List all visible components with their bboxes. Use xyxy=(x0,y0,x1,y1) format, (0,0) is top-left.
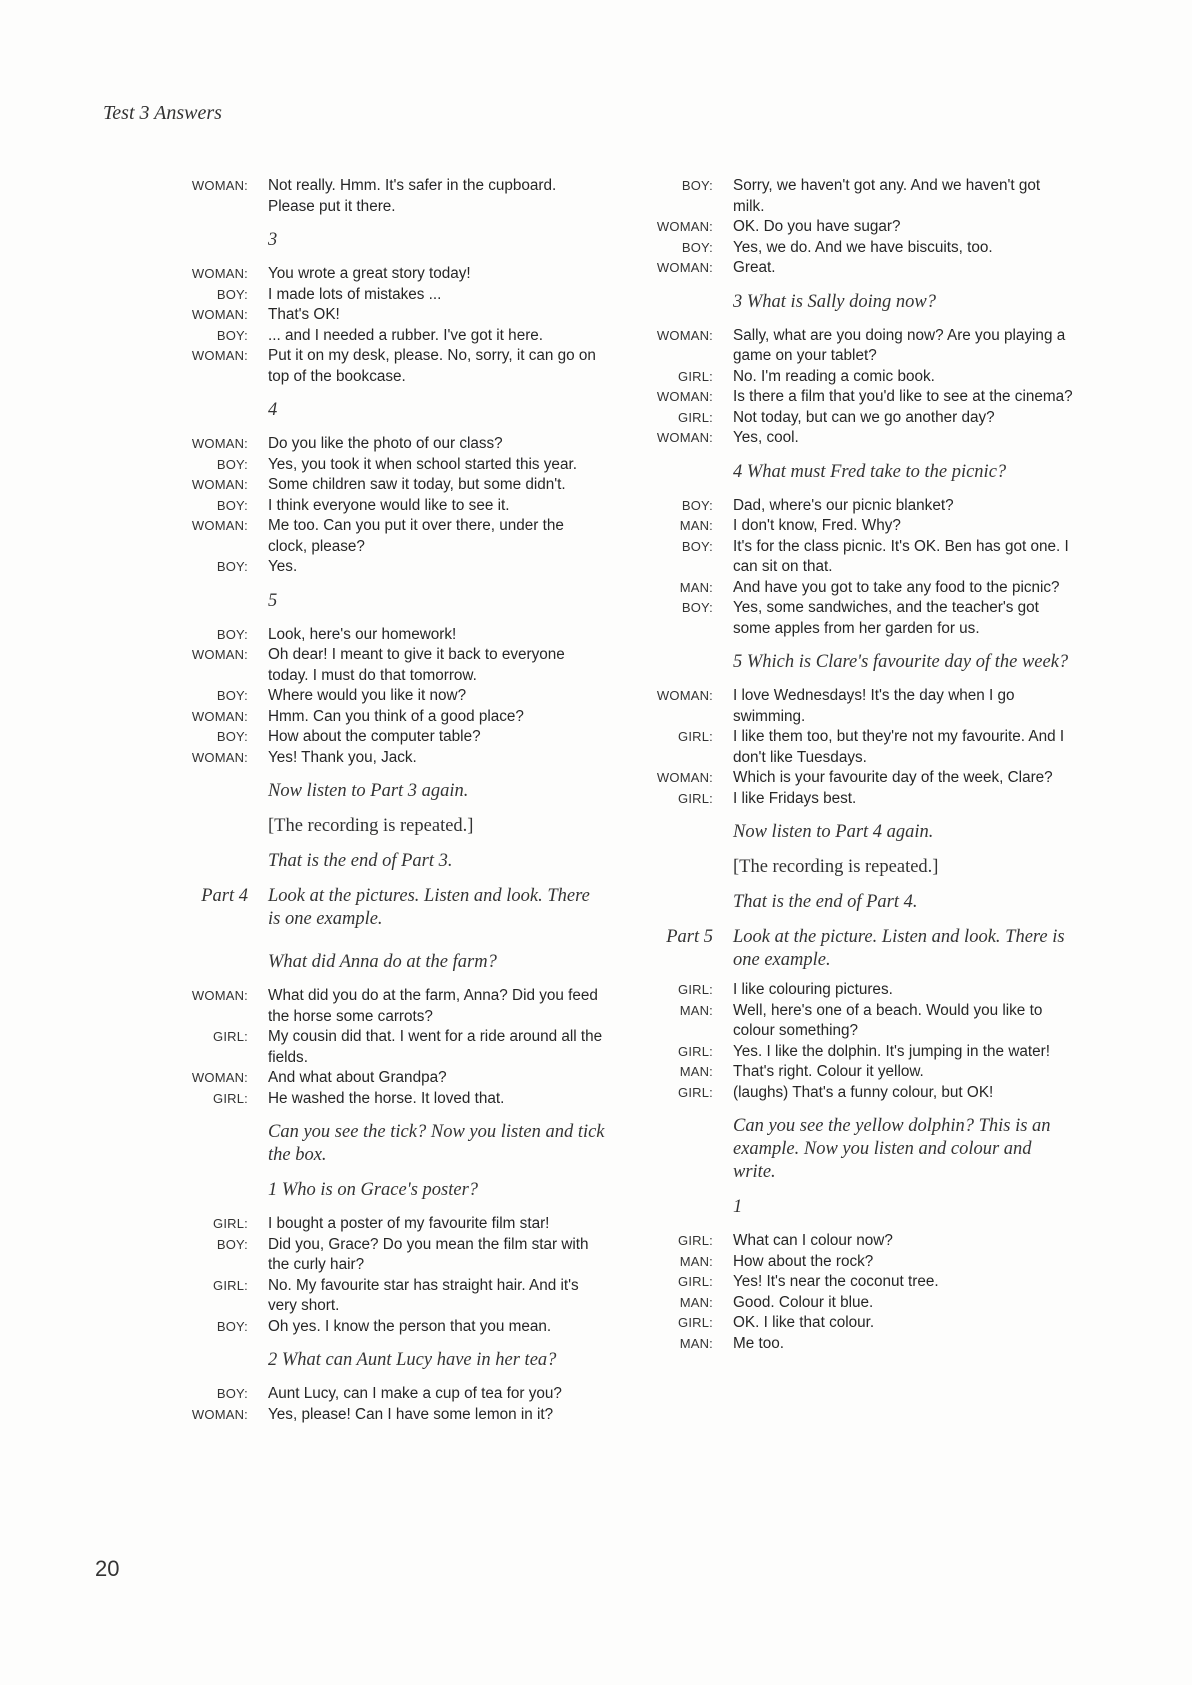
dialogue-text: That's OK! xyxy=(268,306,340,323)
dialogue-line xyxy=(186,686,606,707)
speaker-label: GIRL: xyxy=(678,409,713,425)
running-head: Test 3 Answers xyxy=(103,102,222,124)
instruction xyxy=(655,856,1075,879)
spacer xyxy=(186,1109,606,1121)
dialogue-line xyxy=(186,176,606,217)
dialogue-line xyxy=(655,980,1075,1001)
instruction-text: That is the end of Part 4. xyxy=(733,892,918,912)
dialogue-text: Hmm. Can you think of a good place? xyxy=(268,707,524,725)
part-heading xyxy=(186,885,606,931)
dialogue-line xyxy=(186,727,606,748)
dialogue-line xyxy=(655,598,1075,639)
speaker-label: MAN: xyxy=(679,1002,713,1018)
speaker-label: WOMAN: xyxy=(656,770,713,785)
right-column xyxy=(655,176,1075,1354)
heading-text: 3 xyxy=(268,230,278,250)
heading-text: 2 What can Aunt Lucy have in her tea? xyxy=(268,1350,557,1370)
speaker-label: WOMAN: xyxy=(656,219,713,234)
speaker-label: BOY: xyxy=(216,1386,248,1401)
spacer xyxy=(186,252,606,264)
dialogue-text: And what about Grandpa? xyxy=(268,1069,447,1086)
spacer xyxy=(186,387,606,399)
instruction xyxy=(186,815,606,838)
spacer xyxy=(186,838,606,850)
speaker-label: WOMAN: xyxy=(191,749,248,765)
instruction-text: Now listen to Part 3 again. xyxy=(268,781,469,801)
dialogue-text: Yes! It's near the coconut tree. xyxy=(733,1273,939,1290)
speaker-label: MAN: xyxy=(679,1253,713,1269)
spacer xyxy=(186,1202,606,1214)
question-heading xyxy=(655,461,1075,484)
dialogue-text: My cousin did that. I went for a ride around all the fields. xyxy=(268,1028,603,1066)
spacer xyxy=(186,939,606,951)
spacer xyxy=(655,914,1075,926)
dialogue-text: No. I'm reading a comic book. xyxy=(733,367,935,385)
heading-text: What did Anna do at the farm? xyxy=(268,952,497,972)
speaker-label: GIRL: xyxy=(213,1277,248,1293)
instruction xyxy=(186,850,606,873)
dialogue-text: Oh yes. I know the person that you mean. xyxy=(268,1317,552,1335)
dialogue-text: How about the computer table? xyxy=(268,728,481,745)
spacer xyxy=(186,613,606,625)
dialogue-line xyxy=(186,1276,606,1317)
dialogue-line xyxy=(655,1062,1075,1083)
heading-text: 3 What is Sally doing now? xyxy=(733,291,936,312)
dialogue-text: Yes, we do. And we have biscuits, too. xyxy=(733,238,993,256)
dialogue-text: Yes, some sandwiches, and the teacher's got some apples from her garden for us. xyxy=(733,599,1039,637)
instruction-text: [The recording is repeated.] xyxy=(268,816,474,836)
dialogue-text: I like them too, but they're not my favourite. And I don't like Tuesdays. xyxy=(733,728,1065,766)
dialogue-line xyxy=(655,1252,1075,1273)
dialogue-text: Sally, what are you doing now? Are you playing a game on your tablet? xyxy=(733,326,1066,364)
speaker-label: WOMAN: xyxy=(191,307,248,322)
speaker-label: GIRL: xyxy=(213,1029,248,1044)
dialogue-text: I made lots of mistakes ... xyxy=(268,285,442,303)
part-heading xyxy=(655,926,1075,972)
dialogue-text: Yes, cool. xyxy=(733,429,799,446)
speaker-label: GIRL: xyxy=(213,1090,248,1106)
dialogue-line xyxy=(186,986,606,1027)
speaker-label: BOY: xyxy=(216,1236,248,1252)
spacer xyxy=(186,1167,606,1179)
speaker-label: WOMAN: xyxy=(191,1070,248,1085)
heading-text: 5 Which is Clare's favourite day of the week? xyxy=(733,652,1069,672)
dialogue-text: Yes, you took it when school started this year. xyxy=(268,455,577,473)
dialogue-text: Not today, but can we go another day? xyxy=(733,408,995,426)
speaker-label: WOMAN: xyxy=(191,518,248,533)
speaker-label: WOMAN: xyxy=(191,348,248,363)
dialogue-line xyxy=(655,176,1075,217)
dialogue-line xyxy=(655,1334,1075,1355)
heading-text: 4 What must Fred take to the picnic? xyxy=(733,461,1007,482)
speaker-label: WOMAN: xyxy=(191,178,248,193)
dialogue-line xyxy=(655,1001,1075,1042)
dialogue-line xyxy=(655,1293,1075,1314)
dialogue-line xyxy=(655,789,1075,810)
spacer xyxy=(655,879,1075,891)
instruction-text: Can you see the tick? Now you listen and tick the box. xyxy=(268,1122,605,1165)
spacer xyxy=(655,844,1075,856)
question-heading xyxy=(655,651,1075,674)
speaker-label: WOMAN: xyxy=(656,327,713,343)
dialogue-text: ... and I needed a rubber. I've got it here. xyxy=(268,326,544,344)
spacer xyxy=(655,279,1075,291)
dialogue-line xyxy=(655,1272,1075,1293)
dialogue-text: Yes. I like the dolphin. It's jumping in the water! xyxy=(733,1042,1050,1060)
dialogue-text: Me too. xyxy=(733,1334,785,1352)
dialogue-line xyxy=(655,496,1075,517)
speaker-label: GIRL: xyxy=(678,1315,713,1330)
left-column xyxy=(186,176,606,1425)
dialogue-line xyxy=(655,326,1075,367)
dialogue-line xyxy=(186,645,606,686)
dialogue-line xyxy=(655,387,1075,408)
spacer xyxy=(186,974,606,986)
question-heading xyxy=(655,291,1075,314)
speaker-label: WOMAN: xyxy=(191,988,248,1003)
speaker-label: WOMAN: xyxy=(191,477,248,492)
dialogue-text: Look, here's our homework! xyxy=(268,625,457,643)
dialogue-line xyxy=(655,516,1075,537)
speaker-label: WOMAN: xyxy=(191,708,248,724)
speaker-label: BOY: xyxy=(216,456,248,472)
speaker-label: WOMAN: xyxy=(656,260,713,275)
instruction xyxy=(655,891,1075,914)
dialogue-line xyxy=(186,516,606,557)
speaker-label: GIRL: xyxy=(678,790,713,806)
dialogue-text: Put it on my desk, please. No, sorry, it can go on top of the bookcase. xyxy=(268,347,596,385)
instruction-text: Can you see the yellow dolphin? This is an example. Now you listen and colour and write. xyxy=(733,1116,1051,1182)
spacer xyxy=(186,768,606,780)
part-label: Part 4 xyxy=(201,886,248,906)
spacer xyxy=(655,809,1075,821)
speaker-label: GIRL: xyxy=(678,1274,713,1289)
dialogue-text: I bought a poster of my favourite film star! xyxy=(268,1215,550,1232)
dialogue-text: Good. Colour it blue. xyxy=(733,1293,874,1311)
dialogue-text: Did you, Grace? Do you mean the film star with the curly hair? xyxy=(268,1235,589,1273)
dialogue-text: Where would you like it now? xyxy=(268,687,467,704)
part-instruction: Look at the picture. Listen and look. There is one example. xyxy=(733,927,1065,970)
dialogue-line xyxy=(186,1089,606,1110)
dialogue-line xyxy=(186,1384,606,1405)
dialogue-text: I like Fridays best. xyxy=(733,789,857,807)
dialogue-line xyxy=(655,258,1075,279)
speaker-label: GIRL: xyxy=(678,1233,713,1248)
heading-text: 1 Who is on Grace's poster? xyxy=(268,1180,479,1200)
dialogue-text: Dad, where's our picnic blanket? xyxy=(733,496,954,514)
dialogue-text: He washed the horse. It loved that. xyxy=(268,1089,505,1107)
spacer xyxy=(186,931,606,939)
dialogue-text: Well, here's one of a beach. Would you like to colour something? xyxy=(733,1001,1043,1039)
dialogue-line xyxy=(186,1214,606,1235)
heading-text: 5 xyxy=(268,590,278,611)
speaker-label: MAN: xyxy=(679,1064,713,1079)
dialogue-line xyxy=(655,1231,1075,1252)
dialogue-text: I think everyone would like to see it. xyxy=(268,496,510,514)
dialogue-text: Aunt Lucy, can I make a cup of tea for you? xyxy=(268,1385,562,1402)
speaker-label: WOMAN: xyxy=(191,436,248,451)
dialogue-line xyxy=(655,408,1075,429)
speaker-label: BOY: xyxy=(681,178,713,193)
dialogue-line xyxy=(655,217,1075,238)
spacer xyxy=(186,1372,606,1384)
speaker-label: GIRL: xyxy=(678,1043,713,1059)
dialogue-line xyxy=(655,768,1075,789)
speaker-label: MAN: xyxy=(679,518,713,533)
spacer xyxy=(655,1184,1075,1196)
instruction xyxy=(186,780,606,803)
dialogue-line xyxy=(186,285,606,306)
spacer xyxy=(655,1219,1075,1231)
dialogue-text: How about the rock? xyxy=(733,1252,874,1270)
dialogue-line xyxy=(186,748,606,769)
dialogue-line xyxy=(655,1313,1075,1334)
speaker-label: MAN: xyxy=(679,579,713,595)
part-instruction: Look at the pictures. Listen and look. There is one example. xyxy=(268,886,590,929)
dialogue-text: Oh dear! I meant to give it back to everyone today. I must do that tomorrow. xyxy=(268,646,565,684)
speaker-label: BOY: xyxy=(216,626,248,642)
dialogue-line xyxy=(186,1068,606,1089)
question-heading xyxy=(186,229,606,252)
instruction xyxy=(655,1115,1075,1184)
dialogue-text: Do you like the photo of our class? xyxy=(268,435,503,452)
spacer xyxy=(186,578,606,590)
dialogue-text: (laughs) That's a funny colour, but OK! xyxy=(733,1083,994,1101)
speaker-label: BOY: xyxy=(216,497,248,513)
dialogue-line xyxy=(655,367,1075,388)
spacer xyxy=(186,422,606,434)
dialogue-text: I don't know, Fred. Why? xyxy=(733,517,901,534)
speaker-label: WOMAN: xyxy=(656,389,713,404)
speaker-label: BOY: xyxy=(216,688,248,703)
speaker-label: WOMAN: xyxy=(191,1406,248,1422)
dialogue-line xyxy=(655,578,1075,599)
dialogue-line xyxy=(186,707,606,728)
dialogue-line xyxy=(186,625,606,646)
question-heading xyxy=(186,1179,606,1202)
dialogue-text: No. My favourite star has straight hair. And it's very short. xyxy=(268,1276,579,1314)
speaker-label: BOY: xyxy=(681,538,713,554)
speaker-label: WOMAN: xyxy=(656,688,713,703)
dialogue-line xyxy=(186,496,606,517)
spacer xyxy=(655,674,1075,686)
spacer xyxy=(655,314,1075,326)
spacer xyxy=(655,972,1075,980)
speaker-label: BOY: xyxy=(216,286,248,302)
dialogue-line xyxy=(655,238,1075,259)
speaker-label: BOY: xyxy=(216,729,248,744)
instruction xyxy=(186,1121,606,1167)
dialogue-text: Yes, please! Can I have some lemon in it? xyxy=(268,1405,554,1423)
speaker-label: WOMAN: xyxy=(191,266,248,281)
dialogue-line xyxy=(186,455,606,476)
speaker-label: MAN: xyxy=(679,1335,713,1351)
question-heading xyxy=(186,399,606,422)
speaker-label: BOY: xyxy=(681,600,713,615)
dialogue-text: I love Wednesdays! It's the day when I go swimming. xyxy=(733,687,1015,725)
dialogue-text: Is there a film that you'd like to see at the cinema? xyxy=(733,388,1073,405)
dialogue-text: Not really. Hmm. It's safer in the cupboard. Please put it there. xyxy=(268,177,557,215)
spacer xyxy=(655,1103,1075,1115)
dialogue-line xyxy=(186,1405,606,1426)
dialogue-text: You wrote a great story today! xyxy=(268,265,471,282)
dialogue-text: Some children saw it today, but some didn't. xyxy=(268,476,566,493)
dialogue-line xyxy=(186,557,606,578)
dialogue-text: Which is your favourite day of the week, Clare? xyxy=(733,769,1053,786)
dialogue-line xyxy=(186,1317,606,1338)
heading-text: 1 xyxy=(733,1197,743,1217)
dialogue-line xyxy=(655,727,1075,768)
spacer xyxy=(186,803,606,815)
dialogue-line xyxy=(186,1235,606,1276)
dialogue-text: What can I colour now? xyxy=(733,1232,893,1249)
speaker-label: GIRL: xyxy=(678,729,713,744)
dialogue-line xyxy=(655,428,1075,449)
speaker-label: WOMAN: xyxy=(656,430,713,445)
dialogue-text: What did you do at the farm, Anna? Did you feed the horse some carrots? xyxy=(268,987,598,1025)
spacer xyxy=(655,484,1075,496)
question-heading xyxy=(186,590,606,613)
speaker-label: BOY: xyxy=(216,559,248,574)
dialogue-line xyxy=(655,686,1075,727)
dialogue-text: Me too. Can you put it over there, under the clock, please? xyxy=(268,517,564,555)
speaker-label: BOY: xyxy=(216,1318,248,1334)
question-heading xyxy=(186,1349,606,1372)
speaker-label: WOMAN: xyxy=(191,647,248,662)
dialogue-line xyxy=(186,475,606,496)
question-heading xyxy=(186,951,606,974)
dialogue-text: And have you got to take any food to the picnic? xyxy=(733,578,1060,596)
speaker-label: BOY: xyxy=(681,497,713,513)
dialogue-line xyxy=(186,305,606,326)
speaker-label: MAN: xyxy=(679,1294,713,1310)
dialogue-text: I like colouring pictures. xyxy=(733,981,893,998)
heading-text: 4 xyxy=(268,400,278,420)
instruction-text: That is the end of Part 3. xyxy=(268,851,453,871)
spacer xyxy=(655,639,1075,651)
speaker-label: BOY: xyxy=(681,239,713,255)
dialogue-text: Sorry, we haven't got any. And we haven't got milk. xyxy=(733,177,1041,215)
dialogue-text: That's right. Colour it yellow. xyxy=(733,1063,924,1080)
speaker-label: GIRL: xyxy=(678,368,713,384)
speaker-label: BOY: xyxy=(216,327,248,343)
dialogue-text: OK. Do you have sugar? xyxy=(733,218,901,235)
part-label: Part 5 xyxy=(666,927,713,947)
dialogue-text: Great. xyxy=(733,259,776,276)
dialogue-line xyxy=(186,434,606,455)
dialogue-line xyxy=(186,264,606,285)
instruction xyxy=(655,821,1075,844)
spacer xyxy=(186,1337,606,1349)
speaker-label: GIRL: xyxy=(213,1216,248,1231)
speaker-label: GIRL: xyxy=(678,1084,713,1100)
dialogue-text: Yes! Thank you, Jack. xyxy=(268,748,417,766)
dialogue-text: It's for the class picnic. It's OK. Ben has got one. I can sit on that. xyxy=(733,537,1069,575)
instruction-text: [The recording is repeated.] xyxy=(733,857,939,877)
dialogue-text: Yes. xyxy=(268,558,298,575)
spacer xyxy=(186,217,606,229)
dialogue-text: OK. I like that colour. xyxy=(733,1314,875,1331)
dialogue-line xyxy=(655,1042,1075,1063)
page-number: 20 xyxy=(95,1556,120,1581)
dialogue-line xyxy=(186,1027,606,1068)
instruction-text: Now listen to Part 4 again. xyxy=(733,822,934,842)
dialogue-line xyxy=(186,326,606,347)
spacer xyxy=(655,449,1075,461)
dialogue-line xyxy=(186,346,606,387)
dialogue-line xyxy=(655,537,1075,578)
dialogue-line xyxy=(655,1083,1075,1104)
spacer xyxy=(186,873,606,885)
speaker-label: GIRL: xyxy=(678,982,713,997)
question-heading xyxy=(655,1196,1075,1219)
